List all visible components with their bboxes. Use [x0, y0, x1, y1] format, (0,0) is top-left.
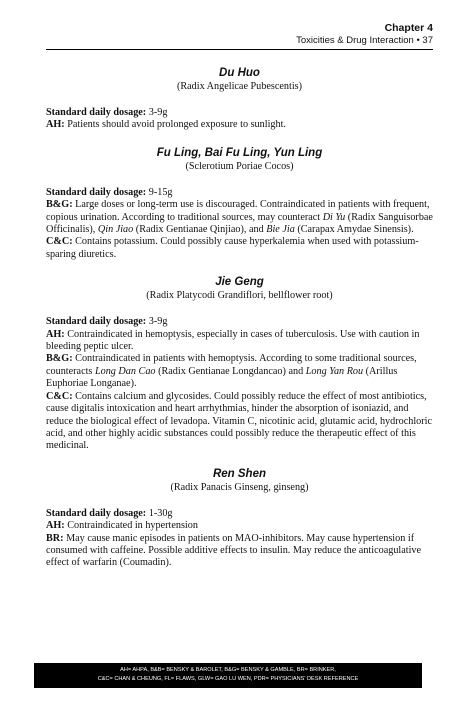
footer-line-1: AH= AHPA, B&B= BENSKY & BAROLET, B&G= BENSKY & GAMBLE, BR= BRINKER,: [120, 667, 336, 673]
herb-name: Du Huo: [219, 67, 260, 79]
entry-dosage: Standard daily dosage: 9-15g: [46, 186, 173, 198]
running-header: Toxicities & Drug Interaction • 37: [46, 35, 433, 50]
entry-dosage: Standard daily dosage: 3-9g: [46, 107, 168, 118]
page: [46, 22, 433, 570]
entry-dosage: Standard daily dosage: 3-9g: [46, 316, 168, 328]
herb-section-fu-ling: [46, 146, 433, 261]
herb-section-ren-shen: [46, 467, 433, 570]
footer-line-2: C&C= CHAN & CHEUNG, FL= FLAWS, GLW= GAO LU WEN, PDR= PHYSICIANS' DESK REFERENCE: [97, 676, 359, 682]
entry-bg: B&G: Large doses or long-term use is discouraged. Contraindicated in patients with frequent, copious urination. According to traditional sources, may counteract Di Yu (Radix Sanguisorbae Officinalis), Qin Jiao (Radix Gentianae Qinjiao), and Bie Jia (Carapax Amydae Sinensis).: [46, 199, 433, 236]
chapter-title: Chapter 4: [384, 22, 433, 34]
herb-latin-name: (Radix Panacis Ginseng, ginseng): [170, 481, 309, 493]
entry-cc: C&C: Contains potassium. Could possibly cause hyperkalemia when used with potassium-sparing diuretics.: [46, 236, 419, 260]
entry-cc: C&C: Contains calcium and glycosides. Could possibly reduce the effect of most antibiotics, cause digitalis intoxication and heart arrhythmias, hinder the absorption of isoniazid, and reduce the biological effect of levadopa. Vitamin C, nicotinic acid, glutamic acid, hydrochloric acid, and other highly acidic substances could possibly reduce the therapeutic effect of this medicinal.: [46, 390, 432, 452]
entry-ah: AH: Contraindicated in hemoptysis, especially in cases of tuberculosis. Use with caution in bleeding peptic ulcer.: [46, 328, 420, 353]
herb-name: Fu Ling, Bai Fu Ling, Yun Ling: [156, 146, 323, 159]
herb-section-jie-geng: [46, 275, 433, 452]
entry-dosage: Standard daily dosage: 1-30g: [46, 507, 173, 519]
abbreviations-footer: [34, 663, 422, 688]
entry-ah: AH: Patients should avoid prolonged exposure to sunlight.: [46, 119, 286, 131]
herb-name: Ren Shen: [212, 467, 267, 480]
entry-br: BR: May cause manic episodes in patients on MAO-inhibitors. May cause hypertension if consumed with caffeine. Possible additive effects to insulin. May reduce the anticoagulative effect of warfarin (Coumadin).: [46, 532, 422, 569]
entry-ah: AH: Contraindicated in hypertension: [46, 520, 198, 532]
herb-section-du-huo: [46, 66, 433, 132]
herb-latin-name: (Radix Platycodi Grandiflori, bellflower root): [146, 290, 333, 302]
entry-bg: B&G: Contraindicated in patients with hemoptysis. According to some traditional sources, counteracts Long Dan Cao (Radix Gentianae Longdancao) and Long Yan Rou (Arillus Euphoriae Longanae).: [46, 353, 417, 390]
herb-latin-name: (Sclerotium Poriae Cocos): [185, 160, 294, 172]
herb-name: Jie Geng: [215, 276, 264, 289]
herb-latin-name: (Radix Angelicae Pubescentis): [176, 81, 303, 92]
